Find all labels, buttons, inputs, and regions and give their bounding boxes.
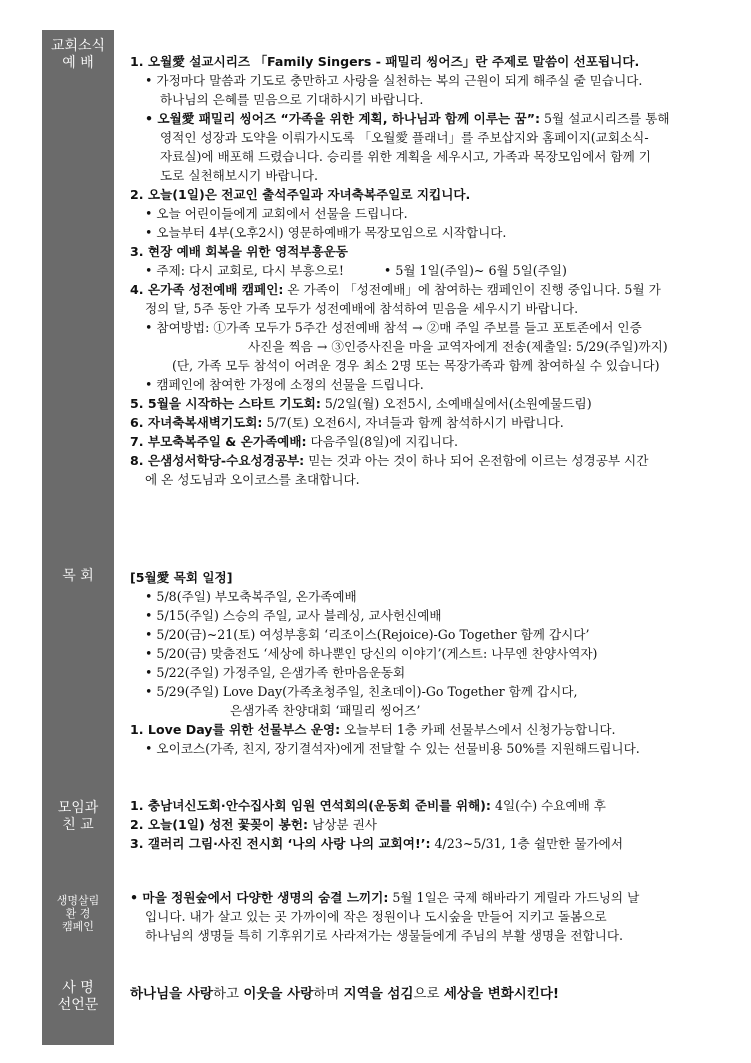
ministry-line: • 5/20(금)~21(토) 여성부흥회 ‘리조이스(Rejoice)-Go Together 함께 갑시다’ (145, 627, 590, 642)
worship-line: • 주제: 다시 교회로, 다시 부흥으로! • 5월 1일(주일)~ 6월 5일(주일) (145, 263, 567, 278)
worship-line: (단, 가족 모두 참석이 어려운 경우 최소 2명 또는 목장가족과 함께 참여하실 수 있습니다) (172, 358, 660, 373)
worship-line: • 오늘부터 4부(오후2시) 영문하예배가 목장모임으로 시작합니다. (145, 225, 507, 240)
worship-line: • 오월愛 패밀리 씽어즈 “가족을 위한 계획, 하나님과 함께 이루는 꿈”: 5월 설교시리즈를 통해 (145, 111, 670, 126)
worship-line: • 오늘 어린이들에게 교회에서 선물을 드립니다. (145, 206, 408, 221)
fellowship-section (130, 796, 715, 853)
sidebar-bar (42, 30, 114, 1045)
environment-line: 입니다. 내가 살고 있는 곳 가까이에 작은 정원이나 도시숲을 만들어 지키고 돌봄으로 (145, 909, 607, 924)
worship-line: 영적인 성장과 도약을 이뤄가시도록 「오월愛 플래너」를 주보삽지와 홈페이지(교회소식- (160, 130, 649, 145)
worship-line: 6. 자녀축복새벽기도회: 5/7(토) 오전6시, 자녀들과 함께 참석하시기 바랍니다. (130, 415, 564, 430)
label-fellowship: 모임과 친 교 (57, 800, 99, 833)
environment-line: • 마을 정원숲에서 다양한 생명의 숨결 느끼기: 5월 1일은 국제 해바라기 게릴라 가드닝의 날 (130, 890, 640, 905)
fellowship-line: 2. 오늘(1일) 성전 꽃꽂이 봉헌: 남상분 권사 (130, 817, 377, 832)
environment-section (130, 888, 715, 945)
worship-line: • 캠페인에 참여한 가정에 소정의 선물을 드립니다. (145, 377, 424, 392)
worship-line: 2. 오늘(1일)은 전교인 출석주일과 자녀축복주일로 지킵니다. (130, 187, 471, 202)
worship-line: • 참여방법: ①가족 모두가 5주간 성전예배 참석 → ②매 주일 주보를 들고 포토존에서 인증 (145, 320, 642, 335)
mission-statement (130, 985, 715, 1004)
worship-line: 정의 달, 5주 동안 가족 모두가 성전예배에 참석하여 믿음을 세우시기 바랍니다. (145, 301, 579, 316)
mission-part: 으로 (413, 986, 444, 1002)
fellowship-line: 3. 갤러리 그림·사진 전시회 ‘나의 사랑 나의 교회여!’: 4/23~5/31, 1층 쉴만한 물가에서 (130, 836, 623, 851)
worship-line: 1. 오월愛 설교시리즈 「Family Singers - 패밀리 씽어즈」란 주제로 말씀이 선포됩니다. (130, 54, 640, 69)
ministry-line: 은샘가족 찬양대회 ‘패밀리 씽어즈’ (230, 703, 421, 718)
worship-line: 사진을 찍음 → ③인증사진을 마을 교역자에게 전송(제출일: 5/29(주일)까지) (248, 339, 668, 354)
ministry-line: 1. Love Day를 위한 선물부스 운영: 오늘부터 1층 카페 선물부스에서 신청가능합니다. (130, 722, 616, 737)
worship-line: • 가정마다 말씀과 기도로 충만하고 사랑을 실천하는 복의 근원이 되게 해주실 줄 믿습니다. (145, 73, 643, 88)
mission-part: 이웃을 사랑 (243, 986, 314, 1002)
mission-part: 하나님을 사랑 (130, 986, 213, 1002)
ministry-section (130, 568, 715, 758)
worship-section (130, 52, 715, 489)
label-worship: 교회소식 예 배 (50, 38, 106, 71)
mission-part: 세상을 변화 (443, 986, 514, 1002)
label-environment: 생명살림 환 경 캠페인 (56, 894, 100, 933)
worship-line: 4. 온가족 성전예배 캠페인: 온 가족이 「성전예배」에 참여하는 캠페인이 진행 중입니다. 5월 가 (130, 282, 661, 297)
environment-line: 하나님의 생명들 특히 기후위기로 사라져가는 생물들에게 주님의 부활 생명을 전합니다. (145, 928, 623, 943)
worship-line: 5. 5월을 시작하는 스타트 기도회: 5/2일(월) 오전5시, 소예배실에서(소원예물드림) (130, 396, 592, 411)
ministry-line: • 5/8(주일) 부모축복주일, 온가족예배 (145, 589, 357, 604)
ministry-line: • 5/20(금) 맞춤전도 ‘세상에 하나뿐인 당신의 이야기’(게스트: 나무엔 찬양사역자) (145, 646, 598, 661)
mission-part: 하고 (212, 986, 244, 1002)
ministry-line: • 5/15(주일) 스승의 주일, 교사 블레싱, 교사헌신예배 (145, 608, 442, 623)
mission-part: 하며 (313, 986, 344, 1002)
ministry-line: • 5/22(주일) 가정주일, 은샘가족 한마음운동회 (145, 665, 406, 680)
worship-line: 7. 부모축복주일 & 온가족예배: 다음주일(8일)에 지킵니다. (130, 434, 459, 449)
label-mission: 사 명 선언문 (57, 980, 99, 1013)
mission-part: 시킨다! (513, 986, 560, 1002)
worship-line: 8. 은샘성서학당-수요성경공부: 믿는 것과 아는 것이 하나 되어 온전함에 이르는 성경공부 시간 (130, 453, 649, 468)
mission-part: 지역을 섬김 (343, 986, 414, 1002)
fellowship-line: 1. 충남녀신도회·안수집사회 임원 연석회의(운동회 준비를 위해): 4일(수) 수요예배 후 (130, 798, 606, 813)
ministry-line: • 5/29(주일) Love Day(가족초청주일, 친초데이)-Go Together 함께 갑시다, (145, 684, 578, 699)
label-ministry: 목 회 (62, 568, 94, 584)
worship-line: 하나님의 은혜를 믿음으로 기대하시기 바랍니다. (160, 92, 424, 107)
worship-line: 3. 현장 예배 회복을 위한 영적부흥운동 (130, 244, 348, 259)
worship-line: 에 온 성도님과 오이코스를 초대합니다. (145, 472, 360, 487)
worship-line: 도로 실천해보시기 바랍니다. (160, 168, 318, 183)
worship-line: 자료실)에 배포해 드렸습니다. 승리를 위한 계획을 세우시고, 가족과 목장모임에서 함께 기 (160, 149, 651, 164)
ministry-line: • 오이코스(가족, 친지, 장기결석자)에게 전달할 수 있는 선물비용 50%를 지원해드립니다. (145, 741, 640, 756)
ministry-line: [5월愛 목회 일정] (130, 570, 233, 585)
